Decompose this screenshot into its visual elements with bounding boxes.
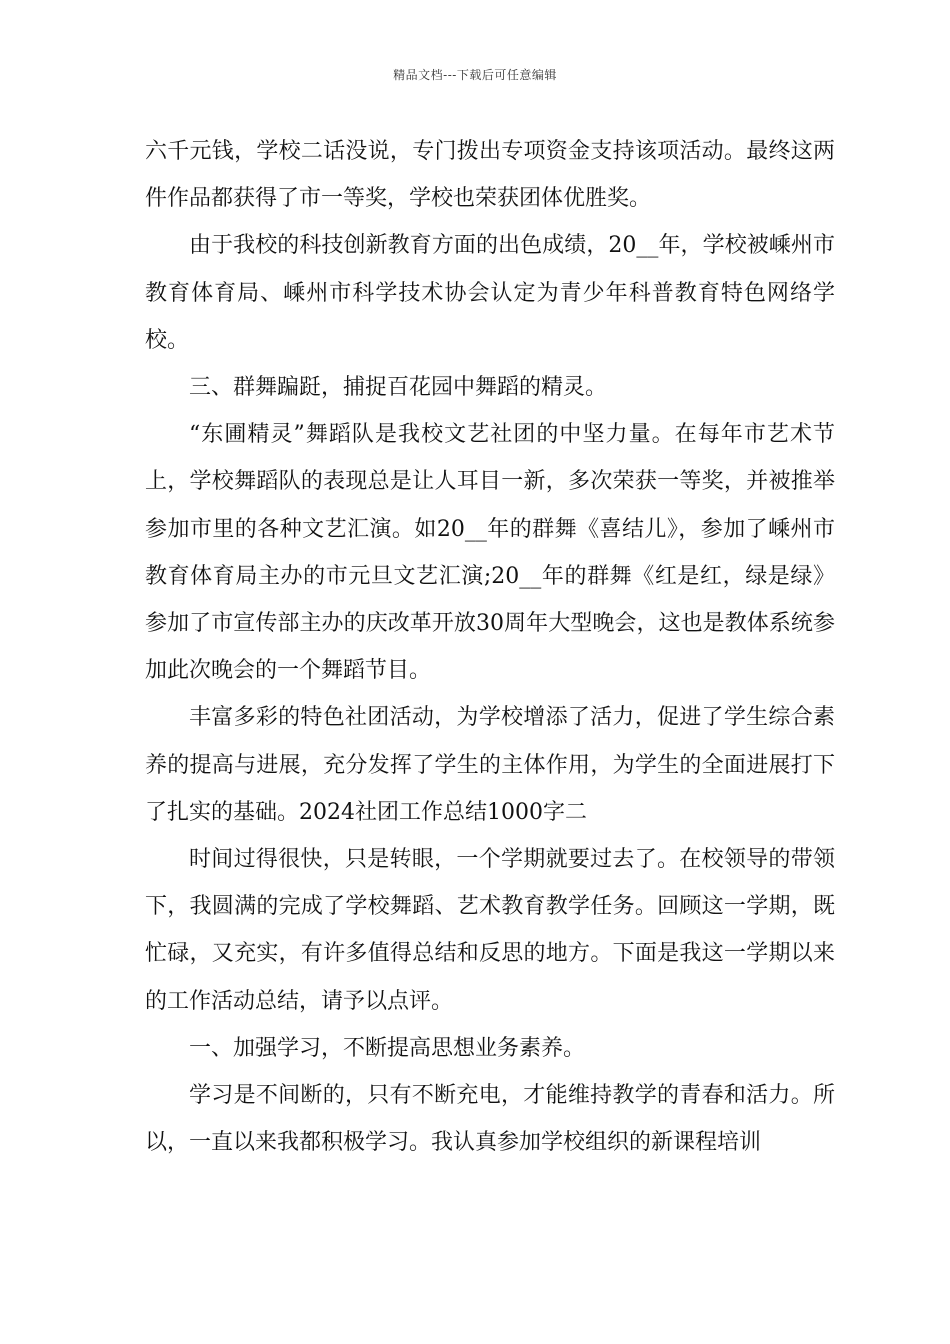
section-heading-3: 三、群舞蹁跹，捕捉百花园中舞蹈的精灵。 (189, 375, 608, 401)
paragraph-4: “东圃精灵”舞蹈队是我校文艺社团的中坚力量。在每年市艺术节上，学校舞蹈队的表现总是让人耳目一新，多次荣获一等奖，并被推举参加市里的各种文艺汇演。如20__年的群舞《喜结儿》，参加了嵊州市教育体育局主办的市元旦文艺汇演;20__年的群舞《红是红，绿是绿》参加了市宣传部主办的庆改革开放30周年大型晚会，这也是教体系统参加此次晚会的一个舞蹈节目。 (145, 422, 835, 684)
paragraph-5: 丰富多彩的特色社团活动，为学校增添了活力，促进了学生综合素养的提高与进展，充分发挥了学生的主体作用，为学生的全面进展打下了扎实的基础。2024社团工作总结1000字二 (145, 705, 835, 825)
paragraph-6: 时间过得很快，只是转眼，一个学期就要过去了。在校领导的带领下，我圆满的完成了学校舞蹈、艺术教育教学任务。回顾这一学期，既忙碌，又充实，有许多值得总结和反思的地方。下面是我这一学期以来的工作活动总结，请予以点评。 (145, 847, 835, 1014)
page-header: 精品文档---下载后可任意编辑 (393, 68, 557, 82)
paragraph-8: 学习是不间断的，只有不断充电，才能维持教学的青春和活力。所以，一直以来我都积极学习。我认真参加学校组织的新课程培训 (145, 1083, 835, 1156)
section-heading-1: 一、加强学习，不断提高思想业务素养。 (189, 1035, 586, 1061)
paragraph-1: 六千元钱，学校二话没说，专门拨出专项资金支持该项活动。最终这两件作品都获得了市一等奖，学校也荣获团体优胜奖。 (145, 139, 835, 212)
paragraph-2: 由于我校的科技创新教育方面的出色成绩，20__年，学校被嵊州市教育体育局、嵊州市科学技术协会认定为青少年科普教育特色网络学校。 (145, 233, 835, 353)
document-body (145, 128, 835, 1166)
